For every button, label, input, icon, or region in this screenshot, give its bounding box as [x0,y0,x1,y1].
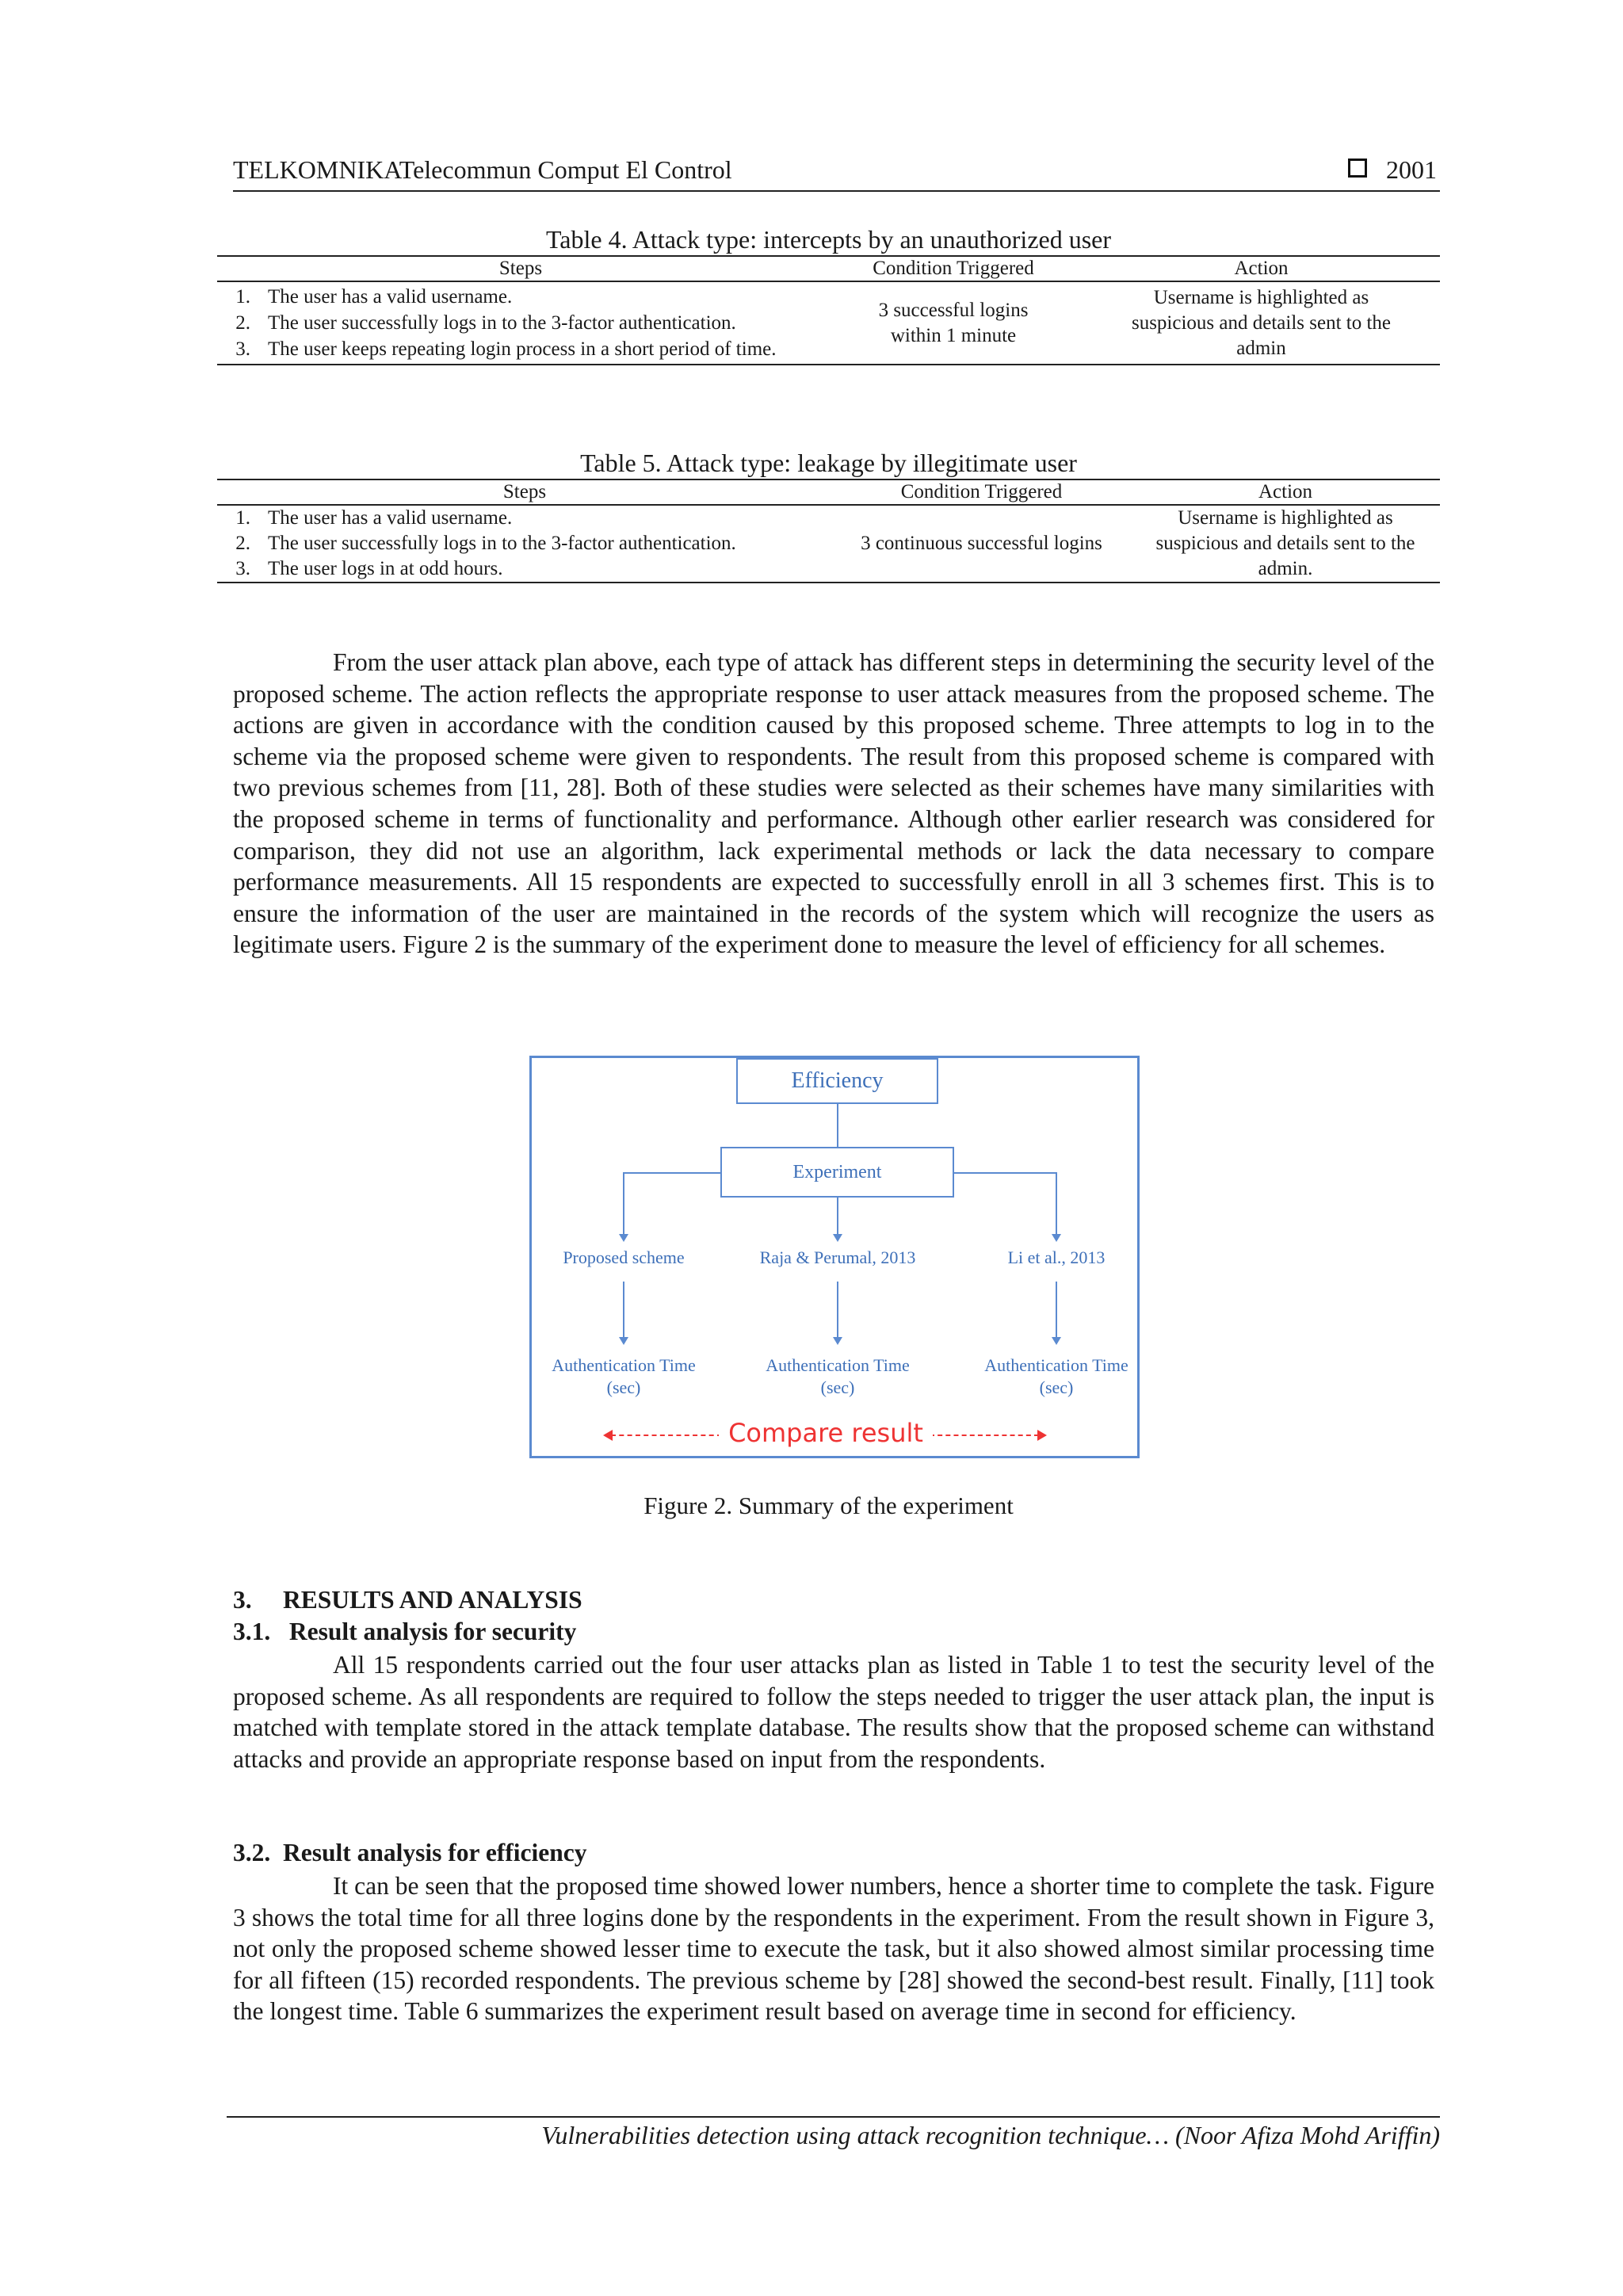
arrow-right-icon [1037,1430,1047,1441]
connector-line [837,1104,838,1148]
connector-line [954,1172,1057,1174]
table4-header-condition: Condition Triggered [824,256,1083,281]
footer-text: Vulnerabilities detection using attack recognition technique… (Noor Afiza Mohd Ariffin) [541,2121,1440,2149]
page-header [233,155,1440,192]
efficiency-box: Efficiency [736,1058,938,1104]
arrow-down-icon [833,1337,842,1345]
connector-line [837,1198,838,1236]
square-bullet-icon [1348,159,1367,178]
leaf-auth-time-2: Authentication Time (sec) [766,1355,910,1397]
efficiency-paragraph: It can be seen that the proposed time showed lower numbers, hence a shorter time to complete the task. Figure 3 shows the total time for all three logins done by the respondents in the experiment. From the result shown in Figure 3, not only the proposed scheme showed lesser time to execute the task, but it also showed almost similar processing time for all fifteen (15) recorded respondents. The previous scheme by [28] showed the second-best result. Finally, [11] took the longest time. Table 6 summarizes the experiment result based on average time in second for efficiency. [233,1872,1434,2026]
page-number: 2001 [1386,155,1437,184]
connector-line [623,1172,624,1236]
connector-line [623,1172,720,1174]
leaf-auth-time-3: Authentication Time (sec) [984,1355,1128,1397]
table5-header-action: Action [1131,479,1440,505]
table5-header-steps: Steps [217,479,832,505]
connector-line [837,1282,838,1339]
table-step: 3. The user logs in at odd hours. [235,558,503,579]
branch-li-et-al: Li et al., 2013 [1007,1247,1106,1267]
dashed-line [930,1435,1039,1436]
table5-caption: Table 5. Attack type: leakage by illegitimate user [580,449,1077,477]
dashed-line [611,1435,722,1436]
table4-header-action: Action [1083,256,1440,281]
arrow-down-icon [1052,1337,1061,1345]
table-step: 1. The user has a valid username. [235,507,513,529]
table4-condition: 3 successful logins within 1 minute [824,281,1083,365]
table5-steps-cell [217,505,832,583]
connector-line [1056,1172,1057,1236]
table4-steps-cell [217,281,824,365]
branch-proposed-scheme: Proposed scheme [563,1247,685,1267]
footer-rule [227,2116,1440,2118]
compare-result-label: Compare result [719,1418,933,1448]
table5 [217,479,1440,583]
section-heading: 3. RESULTS AND ANALYSIS [233,1586,582,1614]
table5-condition: 3 continuous successful logins [832,505,1131,583]
table5-header-condition: Condition Triggered [832,479,1131,505]
subsection-heading-security: 3.1. Result analysis for security [233,1618,577,1645]
table-step: 1. The user has a valid username. [235,286,513,308]
table-step: 2. The user successfully logs in to the 3-factor authentication. [235,533,736,554]
connector-line [623,1282,624,1339]
subsection-heading-efficiency: 3.2. Result analysis for efficiency [233,1839,587,1866]
arrow-down-icon [619,1337,628,1345]
table-step: 3. The user keeps repeating login process in a short period of time. [235,338,777,360]
connector-line [1056,1282,1057,1339]
body-paragraph: From the user attack plan above, each type of attack has different steps in determining the security level of the proposed scheme. The action reflects the appropriate response to user attack measures from the proposed scheme. The actions are given in accordance with the condition caused by this proposed scheme. Three attempts to log in to the scheme via the proposed scheme were given to respondents. The result from this proposed scheme is compared with two previous schemes from [11, 28]. Both of these studies were selected as their schemes have many similarities with the proposed scheme in terms of functionality and performance. Although other earlier research was considered for comparison, they did not use an algorithm, lack experimental methods or lack the data necessary to compare performance measurements. All 15 respondents are expected to successfully enroll in all 3 schemes first. This is to ensure the information of the user are maintained in the records of the system which will recognize the users as legitimate users. Figure 2 is the summary of the experiment done to measure the level of efficiency for all schemes. [233,648,1434,959]
arrow-down-icon [619,1234,628,1242]
branch-raja-perumal: Raja & Perumal, 2013 [759,1247,916,1267]
table-step: 2. The user successfully logs in to the 3-factor authentication. [235,312,736,334]
table4-caption: Table 4. Attack type: intercepts by an unauthorized user [545,225,1112,254]
journal-name: TELKOMNIKATelecommun Comput El Control [233,155,732,184]
figure2-diagram [529,1056,1140,1458]
table4-header-steps: Steps [217,256,824,281]
arrow-down-icon [1052,1234,1061,1242]
arrow-down-icon [833,1234,842,1242]
experiment-box: Experiment [720,1147,954,1198]
figure2-caption: Figure 2. Summary of the experiment [643,1492,1014,1519]
compare-result-arrow [603,1418,1047,1448]
table4-action: Username is highlighted as suspicious and details sent to the admin [1083,281,1440,365]
table5-action: Username is highlighted as suspicious and details sent to the admin. [1131,505,1440,583]
leaf-auth-time-1: Authentication Time (sec) [552,1355,696,1397]
security-paragraph: All 15 respondents carried out the four user attacks plan as listed in Table 1 to test the security level of the proposed scheme. As all respondents are required to follow the steps needed to trigger the user attack plan, the input is matched with template stored in the attack template database. The results show that the proposed scheme can withstand attacks and provide an appropriate response based on input from the respondents. [233,1651,1434,1773]
table4 [217,255,1440,365]
